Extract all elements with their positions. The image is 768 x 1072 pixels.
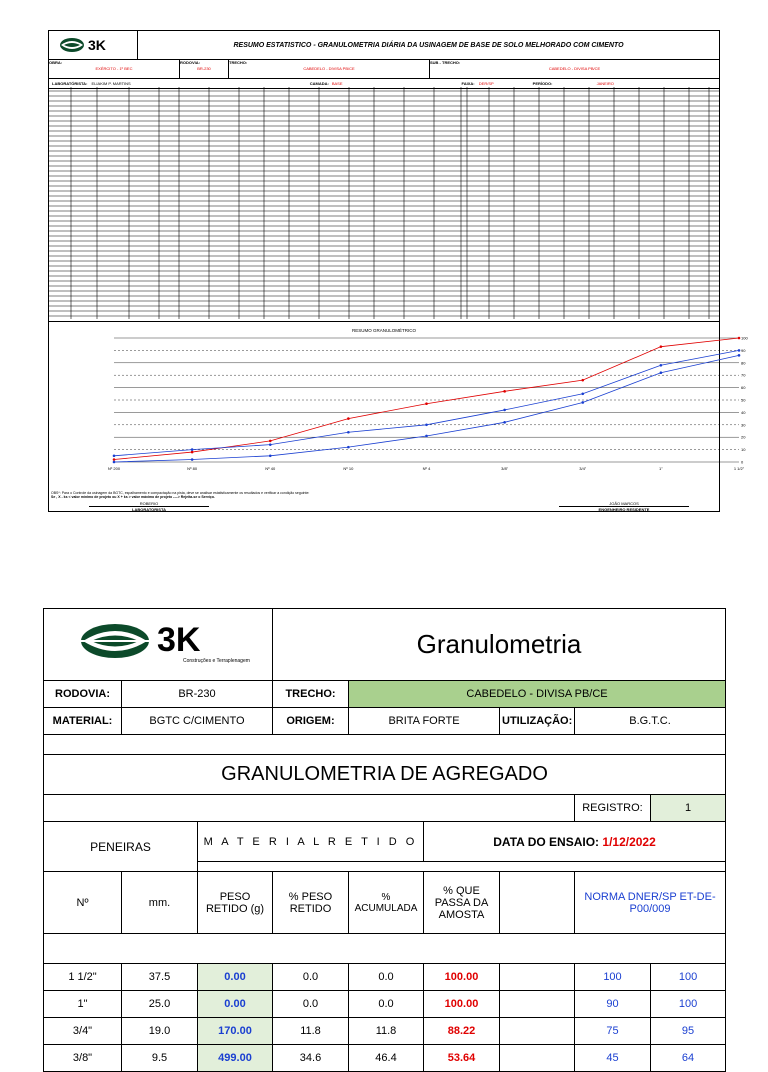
logo-subtext: Construções e Terraplenagem	[183, 658, 250, 664]
subtrecho-value: CABEDELO - DIVISA PB/CE	[548, 66, 601, 71]
section-title: GRANULOMETRIA DE AGREGADO	[44, 755, 726, 795]
y-tick-label: 30	[741, 422, 746, 428]
table-gap-row	[44, 934, 726, 964]
summary-title: RESUMO ESTATISTICO - GRANULOMETRIA DIÁRIA DA USINAGEM DE BASE DE SOLO MELHORADO COM CIMENTO	[233, 41, 624, 49]
series-point-2	[191, 458, 194, 461]
series-point-2	[660, 371, 663, 374]
series-point-2	[269, 455, 272, 458]
trecho-value: CABEDELO - DIVISA PB/CE	[303, 66, 355, 71]
granulometry-table	[43, 608, 726, 1072]
series-point-1	[503, 409, 506, 412]
norma-min: 45	[575, 1045, 651, 1072]
y-tick-label: 90	[741, 347, 746, 353]
col-mm-header: mm.	[122, 872, 198, 934]
spacer-row	[44, 735, 726, 755]
summary-grid	[49, 87, 719, 319]
norma-max: 95	[651, 1018, 726, 1045]
signature-right-name: JOÃO MARCOS	[609, 501, 639, 506]
pct-retido: 11.8	[273, 1018, 349, 1045]
norma-max: 64	[651, 1045, 726, 1072]
peso-retido-input[interactable]: 0.00	[198, 964, 273, 991]
table-row	[44, 1045, 726, 1072]
series-point-1	[425, 424, 428, 427]
x-tick-label: Nº 200	[107, 466, 121, 471]
camada-label: CAMADA:	[309, 81, 329, 86]
y-tick-label: 10	[741, 447, 746, 453]
summary-sheet	[48, 30, 748, 512]
granulometry-title: Granulometria	[273, 609, 726, 681]
col-acumulada-header: % ACUMULADA	[349, 872, 424, 934]
granulometry-logo-cell	[44, 609, 273, 681]
summary-notes	[51, 491, 716, 499]
pct-acumulada: 46.4	[349, 1045, 424, 1072]
rodovia-label: RODOVIA:	[44, 681, 122, 708]
series-point-0	[738, 337, 741, 340]
origem-value: BRITA FORTE	[349, 708, 500, 735]
table-row	[44, 1018, 726, 1045]
granulometric-chart	[49, 322, 748, 492]
summary-header	[49, 31, 719, 60]
series-point-2	[347, 446, 350, 449]
sieve-mm: 37.5	[122, 964, 198, 991]
summary-grid-lines	[49, 87, 719, 319]
registro-value: 1	[651, 795, 726, 822]
x-tick-label: Nº 10	[343, 466, 354, 471]
peso-retido-input[interactable]: 0.00	[198, 991, 273, 1018]
rodovia-value: BR-230	[197, 66, 211, 71]
data-ensaio	[424, 822, 726, 862]
sieve-mm: 9.5	[122, 1045, 198, 1072]
norma-header: NORMA DNER/SP ET-DE-P00/009	[575, 872, 726, 934]
faixa-value: DER/SP	[478, 81, 494, 86]
sieve-no: 3/8"	[44, 1045, 122, 1072]
norma-min: 100	[575, 964, 651, 991]
chart-title: RESUMO GRANULOMÉTRICO	[351, 328, 417, 333]
utilizacao-value: B.G.T.C.	[575, 708, 726, 735]
y-tick-label: 70	[741, 372, 746, 378]
series-point-2	[113, 461, 116, 464]
rodovia-label: RODOVIA:	[180, 60, 200, 65]
series-point-0	[503, 390, 506, 393]
trecho-label: TRECHO:	[273, 681, 349, 708]
registro-label: REGISTRO:	[575, 795, 651, 822]
data-ensaio-label: DATA DO ENSAIO:	[493, 834, 600, 849]
norma-min: 75	[575, 1018, 651, 1045]
x-tick-label: Nº 40	[265, 466, 276, 471]
series-point-0	[425, 402, 428, 405]
norma-min: 90	[575, 991, 651, 1018]
series-point-0	[191, 451, 194, 454]
series-point-2	[581, 401, 584, 404]
signature-left-role: LABORATORISTA	[89, 506, 209, 512]
col-pct-peso-header: % PESO RETIDO	[273, 872, 349, 934]
peso-retido-input[interactable]: 499.00	[198, 1045, 273, 1072]
material-label: MATERIAL:	[44, 708, 122, 735]
peneiras-header: PENEIRAS	[44, 822, 198, 872]
series-point-1	[738, 349, 741, 352]
trecho-value: CABEDELO - DIVISA PB/CE	[349, 681, 726, 708]
periodo-value: JANEIRO	[596, 81, 614, 86]
blank-cell	[500, 1018, 575, 1045]
trecho-label: TRECHO:	[229, 60, 248, 65]
sieve-no: 3/4"	[44, 1018, 122, 1045]
x-tick-label: Nº 80	[187, 466, 198, 471]
obra-label: OBRA:	[49, 60, 63, 65]
pct-acumulada: 11.8	[349, 1018, 424, 1045]
origem-label: ORIGEM:	[273, 708, 349, 735]
subtrecho-label: SUB - TRECHO:	[430, 60, 461, 65]
pct-acumulada: 0.0	[349, 964, 424, 991]
norma-max: 100	[651, 964, 726, 991]
registro-spacer	[44, 795, 575, 822]
lab-label: LABORATÓRISTA:	[52, 81, 88, 86]
periodo-label: PERÍODO:	[532, 81, 553, 86]
pct-retido: 34.6	[273, 1045, 349, 1072]
norma-max: 100	[651, 991, 726, 1018]
series-point-1	[581, 393, 584, 396]
peso-retido-input[interactable]: 170.00	[198, 1018, 273, 1045]
signature-left-name: ROBERIO	[139, 501, 159, 506]
y-tick-label: 60	[741, 385, 746, 391]
col-blank-header	[500, 872, 575, 934]
y-tick-label: 100	[741, 335, 748, 341]
pct-passa: 100.00	[424, 964, 500, 991]
pct-passa: 53.64	[424, 1045, 500, 1072]
series-point-1	[660, 364, 663, 367]
camada-value: BASE	[331, 81, 343, 86]
table-row	[44, 964, 726, 991]
y-tick-label: 20	[741, 434, 746, 440]
granulometry-sheet	[43, 608, 725, 1064]
material-retido-header: M A T E R I A L R E T I D O	[198, 822, 424, 862]
pct-acumulada: 0.0	[349, 991, 424, 1018]
series-point-0	[269, 440, 272, 443]
series-point-0	[581, 379, 584, 382]
pct-passa: 88.22	[424, 1018, 500, 1045]
y-tick-label: 50	[741, 397, 746, 403]
note-2: Se , X - ks < valor mínimo de projeto ou X + ks > valor máximo de projeto ----> Rejeita-se o Serviço.	[51, 495, 215, 499]
sieve-no: 1"	[44, 991, 122, 1018]
series-point-2	[738, 354, 741, 357]
pct-retido: 0.0	[273, 964, 349, 991]
company-logo	[49, 31, 138, 59]
logo-emblem-icon	[58, 35, 128, 55]
blank-cell	[500, 991, 575, 1018]
sieve-no: 1 1/2"	[44, 964, 122, 991]
blank-cell	[500, 1045, 575, 1072]
utilizacao-label: UTILIZAÇÃO:	[500, 708, 575, 735]
logo-text: 3K	[88, 37, 106, 53]
material-value: BGTC C/CIMENTO	[122, 708, 273, 735]
series-point-1	[269, 443, 272, 446]
x-tick-label: 1 1/2"	[733, 466, 745, 471]
x-tick-label: 1"	[659, 466, 663, 471]
y-tick-label: 80	[741, 360, 746, 366]
col-passa-header: % QUE PASSA DA AMOSTA	[424, 872, 500, 934]
col-peso-header: PESO RETIDO (g)	[198, 872, 273, 934]
pct-retido: 0.0	[273, 991, 349, 1018]
sieve-mm: 19.0	[122, 1018, 198, 1045]
blank-cell	[500, 964, 575, 991]
series-point-0	[660, 345, 663, 348]
y-tick-label: 40	[741, 409, 746, 415]
series-point-2	[425, 435, 428, 438]
series-point-1	[191, 448, 194, 451]
sieve-mm: 25.0	[122, 991, 198, 1018]
pct-passa: 100.00	[424, 991, 500, 1018]
table-row	[44, 991, 726, 1018]
summary-chart	[49, 321, 748, 492]
obra-value: EXÉRCITO - 1º BEC	[95, 66, 133, 71]
y-tick-label: 0	[741, 459, 744, 465]
series-point-2	[503, 421, 506, 424]
lab-value: ELIAKIM P. MARTINS	[91, 81, 131, 86]
faixa-label: FAIXA:	[461, 81, 475, 86]
x-tick-label: 3/8"	[501, 466, 509, 471]
signature-right-role: ENGENHEIRO RESIDENTE	[559, 506, 689, 512]
series-line-0	[114, 338, 739, 460]
x-tick-label: 3/4"	[579, 466, 587, 471]
rodovia-value: BR-230	[122, 681, 273, 708]
note-1: OBS*: Para o Controle da usinagem da BGTC, espalhamento e compactação na pista, deve se analisar estatisticamente os resultados e verificar a condição seguinte:	[51, 491, 310, 495]
header-gap	[198, 862, 726, 872]
series-point-0	[347, 417, 350, 420]
logo-text: 3K	[157, 621, 201, 659]
col-no-header: Nº	[44, 872, 122, 934]
data-ensaio-value: 1/12/2022	[602, 834, 656, 849]
x-tick-label: Nº 4	[422, 466, 431, 471]
logo-emblem-icon	[63, 617, 253, 669]
summary-info-row-1	[49, 60, 719, 79]
series-point-1	[347, 431, 350, 434]
signatures	[49, 501, 719, 511]
series-point-0	[113, 458, 116, 461]
series-point-1	[113, 455, 116, 458]
